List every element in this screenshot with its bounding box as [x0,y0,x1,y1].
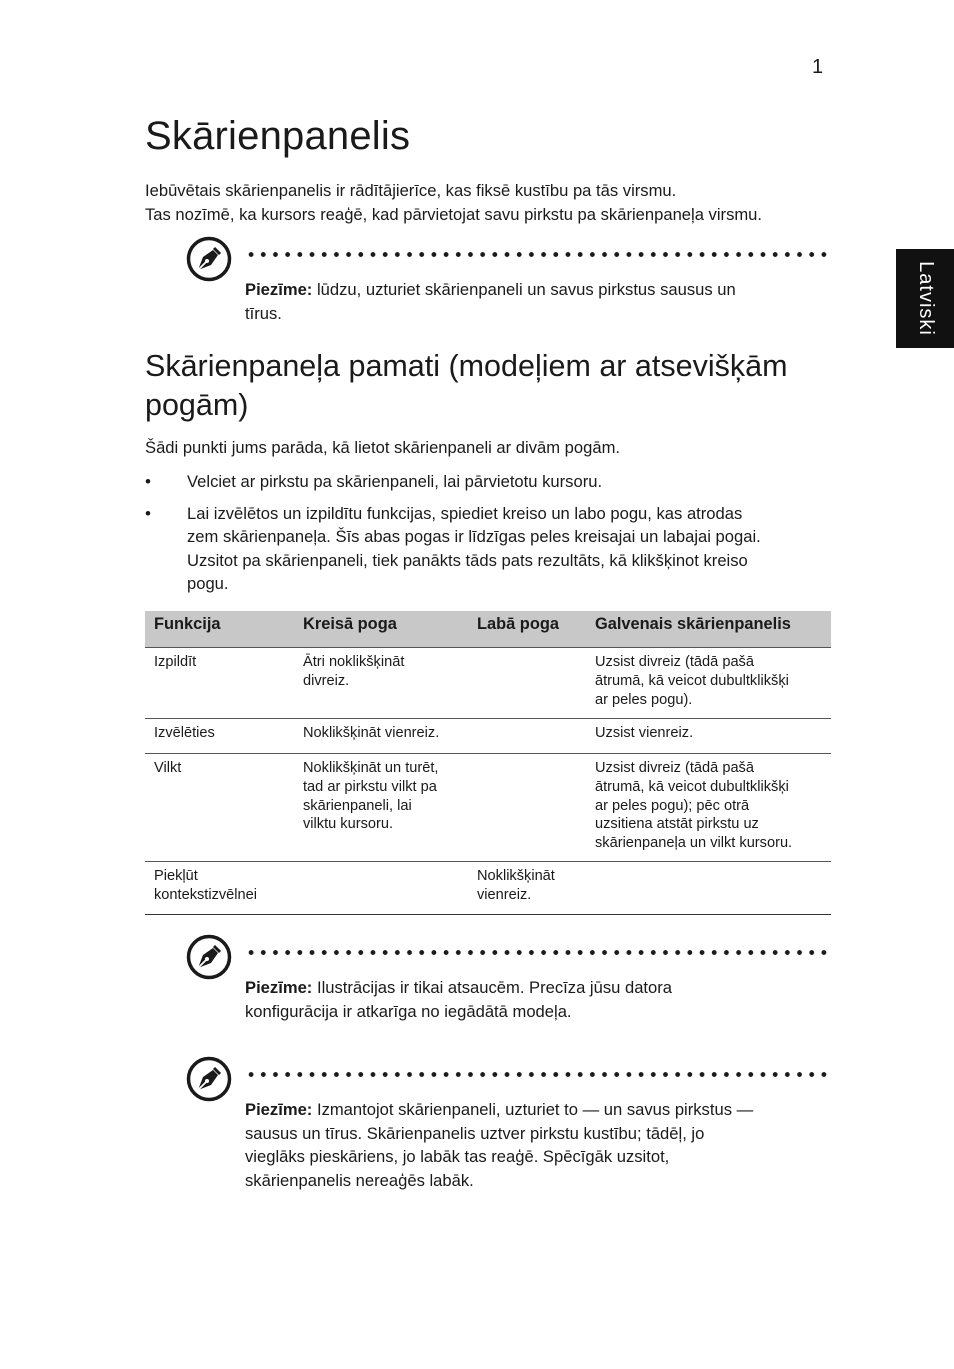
cell-line: vilktu kursoru. [303,816,394,833]
list-item [145,470,835,494]
pen-nib-icon [186,934,232,980]
table-cell [468,648,586,719]
bullet-line: pogu. [187,574,229,593]
section-lead: Šādi punkti jums parāda, kā lietot skārienpaneli ar divām pogām. [145,438,621,457]
intro-line: Tas nozīmē, ka kursors reaģē, kad pārvietojat savu pirkstu pa skārienpaneļa virsmu. [145,204,763,224]
table-cell [586,754,831,862]
table-cell [468,719,586,754]
note-divider [245,252,831,257]
cell-line: Izvēlēties [154,725,215,741]
table-header-row [145,611,831,648]
table-cell [294,648,468,719]
cell-line: skārienpaneli, lai [303,797,412,814]
cell-line: ātrumā, kā veicot dubultklikšķi [595,672,789,689]
page-title: Skārienpanelis [145,114,411,158]
table-row [145,719,831,754]
note-divider [245,1072,831,1077]
cell-line: Vilkt [154,760,182,776]
note-divider [245,950,831,955]
table-cell [468,754,586,862]
note-line: Ilustrācijas ir tikai atsaucēm. Precīza jūsu datora [316,978,673,997]
table-cell [586,648,831,719]
table-cell [586,719,831,754]
language-tab-label: Latviski [914,261,937,336]
note-line: vieglāks pieskāriens, jo labāk tas reaģē. Spēcīgāk uzsitot, [245,1147,670,1166]
pen-nib-icon [186,1056,232,1102]
section-heading [145,347,845,425]
table-cell [145,719,294,754]
table-cell [294,862,468,915]
cell-line: vienreiz. [477,886,532,903]
language-tab [896,249,954,348]
cell-line: Noklikšķināt vienreiz. [303,725,440,741]
cell-line: ātrumā, kā veicot dubultklikšķi [595,778,789,795]
section-heading-line: pogām) [145,388,249,422]
cell-line: ar peles pogu); pēc otrā [595,797,750,814]
table-cell [294,754,468,862]
bullet-line: Uzsitot pa skārienpaneli, tiek panākts tāds pats rezultāts, kā klikšķinot kreiso [187,550,748,570]
cell-line: skārienpaneļa un vilkt kursoru. [595,835,793,852]
table-cell [145,754,294,862]
note-line: skārienpanelis nereaģēs labāk. [245,1170,474,1190]
cell-line: uzsitiena atstāt pirkstu uz [595,816,759,833]
note-line: sausus un tīrus. Skārienpanelis uztver pirkstu kustību; tādēļ, jo [245,1123,705,1143]
list-item [145,502,835,596]
table-cell [294,719,468,754]
page-number: 1 [812,56,824,78]
intro-line: Iebūvētais skārienpanelis ir rādītājierīce, kas fiksē kustību pa tās virsmu. [145,181,677,200]
section-heading-line: Skārienpaneļa pamati (modeļiem ar atsevišķām [145,349,788,383]
cell-line: Noklikšķināt un turēt, [303,760,439,776]
column-header: Funkcija [145,611,294,648]
table-row [145,862,831,915]
bullet-line: Lai izvēlētos un izpildītu funkcijas, spiediet kreiso un labo pogu, kas atrodas [187,503,743,523]
note-line: lūdzu, uzturiet skārienpaneli un savus pirkstus sausus un [316,280,736,299]
cell-line: Izpildīt [154,654,197,670]
cell-line: Uzsist divreiz (tādā pašā [595,654,754,670]
note-label: Piezīme: [245,1100,313,1119]
note-text [245,1098,831,1192]
cell-line: Uzsist vienreiz. [595,725,694,741]
cell-line: divreiz. [303,672,350,689]
cell-line: Piekļūt [154,868,198,884]
touchpad-functions-table [145,611,831,915]
note-line: konfigurācija ir atkarīga no iegādātā modeļa. [245,1001,572,1021]
note-label: Piezīme: [245,280,313,299]
note-label: Piezīme: [245,978,313,997]
cell-line: kontekstizvēlnei [154,886,258,903]
table-row [145,648,831,719]
cell-line: Ātri noklikšķināt [303,654,405,670]
column-header: Galvenais skārienpanelis [586,611,831,648]
pen-nib-icon [186,236,232,282]
bullet-list [145,470,835,604]
table-cell [468,862,586,915]
bullet-line: zem skārienpaneļa. Šīs abas pogas ir līdzīgas peles kreisajai un labajai pogai. [187,527,761,546]
column-header: Labā poga [468,611,586,648]
table-cell [586,862,831,915]
note-text [245,976,831,1023]
cell-line: Noklikšķināt [477,868,555,884]
note-line: Izmantojot skārienpaneli, uzturiet to — un savus pirkstus — [316,1100,754,1119]
note-text [245,278,831,325]
bullet-line: Velciet ar pirkstu pa skārienpaneli, lai pārvietotu kursoru. [187,472,603,491]
cell-line: Uzsist divreiz (tādā pašā [595,760,754,776]
table-cell [145,648,294,719]
table-row [145,754,831,862]
cell-line: tad ar pirkstu vilkt pa [303,778,437,795]
intro-paragraph [145,179,762,226]
table-cell [145,862,294,915]
note-line: tīrus. [245,303,282,323]
cell-line: ar peles pogu). [595,691,693,708]
column-header: Kreisā poga [294,611,468,648]
